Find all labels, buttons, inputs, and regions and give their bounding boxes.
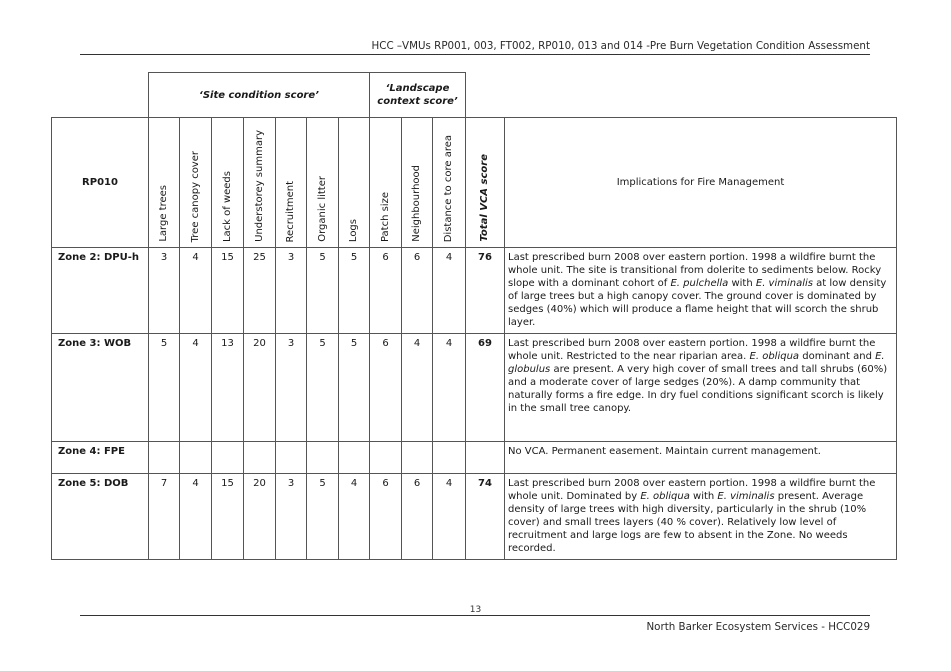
col-header: Neighbourhood	[402, 118, 433, 248]
text-segment: Last prescribed burn 2008 over eastern portion. 1998 a wildfire burnt the whole unit. Dominated by	[508, 478, 876, 502]
score-cell	[276, 442, 307, 474]
text-segment: are present. A very high cover of small trees and tall shrubs (60%) and a moderate cover of large sedges (20%). A damp community that naturally forms a fire edge. In dry fuel conditions significant scorch is likely in the small tree canopy.	[508, 364, 888, 414]
species-name: E. obliqua	[749, 351, 800, 362]
table-row	[52, 248, 897, 334]
col-header: Logs	[339, 118, 370, 248]
text-segment: Last prescribed burn 2008 over eastern portion. 1998 a wildfire burnt the whole unit. Restricted to the near riparian area.	[508, 338, 876, 362]
text-segment: No VCA. Permanent easement. Maintain current management.	[508, 446, 821, 457]
score-cell: 15	[212, 248, 244, 334]
score-cell	[149, 442, 180, 474]
page-number: 13	[469, 605, 482, 615]
text-segment: dominant and	[799, 351, 876, 362]
table-row	[52, 474, 897, 560]
col-header-total: Total VCA score	[466, 118, 505, 248]
score-cell: 4	[433, 474, 466, 560]
species-name: E. viminalis	[755, 278, 813, 289]
score-cell	[244, 442, 276, 474]
score-cell	[433, 442, 466, 474]
score-cell: 4	[180, 248, 212, 334]
col-header: Organic litter	[307, 118, 339, 248]
score-cell: 5	[307, 334, 339, 442]
page-footer: North Barker Ecosystem Services - HCC029	[646, 621, 870, 633]
col-header: Understorey summary	[244, 118, 276, 248]
score-cell: 3	[149, 248, 180, 334]
score-cell: 4	[402, 334, 433, 442]
col-header: Large trees	[149, 118, 180, 248]
score-cell: 5	[307, 248, 339, 334]
site-id: RP010	[52, 118, 149, 248]
landscape-context-group-label: ‘Landscape context score’	[370, 73, 466, 118]
score-cell: 6	[402, 248, 433, 334]
score-cell: 6	[370, 248, 402, 334]
implications-text	[505, 442, 897, 474]
species-name: E. pulchella	[670, 278, 729, 289]
text-segment: with	[689, 491, 718, 502]
species-name: E. viminalis	[717, 491, 775, 502]
score-cell: 13	[212, 334, 244, 442]
score-cell: 20	[244, 334, 276, 442]
score-cell: 6	[402, 474, 433, 560]
col-header: Recruitment	[276, 118, 307, 248]
header-divider	[80, 54, 870, 55]
implications-text	[505, 334, 897, 442]
text-segment: present. Average density of large trees with high diversity, particularly in the shrub (10% cover) and small trees layers (40 % cover). Relatively low level of recruitment and large logs are few to absent in the Zone. No weeds recorded.	[508, 491, 867, 554]
score-cell: 5	[339, 248, 370, 334]
score-cell	[339, 442, 370, 474]
score-cell: 4	[339, 474, 370, 560]
score-cell: 5	[339, 334, 370, 442]
vca-table	[51, 72, 897, 560]
table-row	[52, 442, 897, 474]
score-cell: 5	[149, 334, 180, 442]
total-score-cell	[466, 442, 505, 474]
zone-label: Zone 5: DOB	[52, 474, 149, 560]
text-segment: Last prescribed burn 2008 over eastern portion. 1998 a wildfire burnt the whole unit. The site is transitional from dolerite to sediments below. Rocky slope with a dominant cohort of	[508, 252, 882, 289]
zone-label: Zone 3: WOB	[52, 334, 149, 442]
implications-header: Implications for Fire Management	[505, 118, 897, 248]
score-cell: 25	[244, 248, 276, 334]
col-header: Patch size	[370, 118, 402, 248]
score-cell: 7	[149, 474, 180, 560]
total-score-cell: 74	[466, 474, 505, 560]
total-score-cell: 76	[466, 248, 505, 334]
score-cell	[370, 442, 402, 474]
score-cell: 5	[307, 474, 339, 560]
score-cell: 15	[212, 474, 244, 560]
species-name: E. obliqua	[640, 491, 690, 502]
score-cell: 6	[370, 334, 402, 442]
implications-text	[505, 474, 897, 560]
col-header: Distance to core area	[433, 118, 466, 248]
score-cell: 6	[370, 474, 402, 560]
score-cell: 3	[276, 474, 307, 560]
zone-label: Zone 2: DPU-h	[52, 248, 149, 334]
score-cell	[212, 442, 244, 474]
score-cell	[180, 442, 212, 474]
site-condition-group-label: ‘Site condition score’	[149, 73, 370, 118]
table-row	[52, 334, 897, 442]
implications-text	[505, 248, 897, 334]
score-cell: 3	[276, 334, 307, 442]
score-cell: 4	[180, 334, 212, 442]
text-segment: at low density of large trees but a high canopy cover. The ground cover is dominated by sedges (40%) which will produce a flame height that will scorch the shrub layer.	[508, 278, 887, 328]
zone-label: Zone 4: FPE	[52, 442, 149, 474]
page-header: HCC –VMUs RP001, 003, FT002, RP010, 013 and 014 -Pre Burn Vegetation Condition Assessment	[371, 40, 870, 52]
species-name: E. globulus	[508, 351, 885, 375]
col-header: Tree canopy cover	[180, 118, 212, 248]
col-header: Lack of weeds	[212, 118, 244, 248]
score-cell: 3	[276, 248, 307, 334]
total-score-cell: 69	[466, 334, 505, 442]
text-segment: with	[728, 278, 756, 289]
score-cell	[402, 442, 433, 474]
score-cell: 4	[180, 474, 212, 560]
score-cell: 4	[433, 248, 466, 334]
footer-divider	[80, 615, 870, 616]
score-cell: 4	[433, 334, 466, 442]
score-cell	[307, 442, 339, 474]
score-cell: 20	[244, 474, 276, 560]
